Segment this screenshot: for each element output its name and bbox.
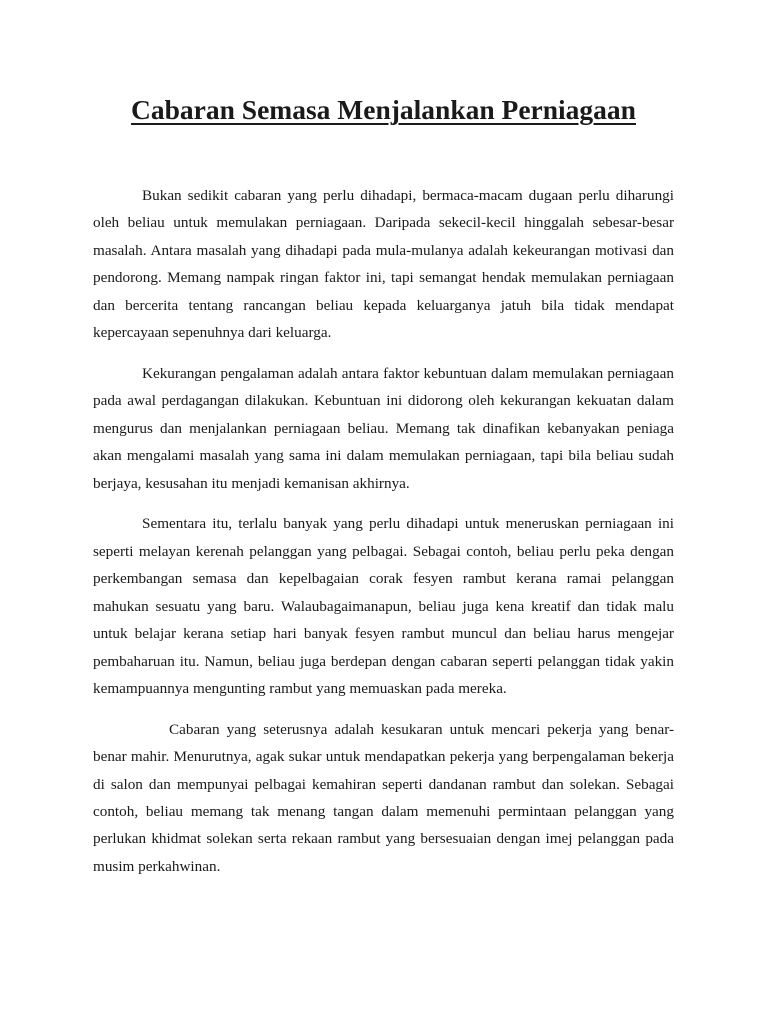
paragraph-1: Bukan sedikit cabaran yang perlu dihadapi, bermaca-macam dugaan perlu diharungi oleh beliau untuk memulakan perniagaan. Daripada sekecil-kecil hinggalah sebesar-besar masalah. Antara masalah yang dihadapi pada mula-mulanya adalah kekeurangan motivasi dan pendorong. Memang nampak ringan faktor ini, tapi semangat hendak memulakan perniagaan dan bercerita tentang rancangan beliau kepada keluarganya jatuh bila tidak mendapat kepercayaan sepenuhnya dari keluarga. <box>93 187 674 342</box>
paragraph-2: Kekurangan pengalaman adalah antara faktor kebuntuan dalam memulakan perniagaan pada awal perdagangan dilakukan. Kebuntuan ini didorong oleh kekurangan kekuatan dalam mengurus dan menjalankan perniagaan beliau. Memang tak dinafikan kebanyakan peniaga akan mengalami masalah yang sama ini dalam memulakan perniagaan, tapi bila beliau sudah berjaya, kesusahan itu menjadi kemanisan akhirnya. <box>93 364 674 492</box>
document-body <box>93 182 674 880</box>
paragraph-4: Cabaran yang seterusnya adalah kesukaran untuk mencari pekerja yang benar-benar mahir. Menurutnya, agak sukar untuk mendapatkan pekerja yang berpengalaman bekerja di salon dan mempunyai pelbagai kemahiran seperti dandanan rambut dan solekan. Sebagai contoh, beliau memang tak menang tangan dalam memenuhi permintaan pelanggan yang perlukan khidmat solekan serta rekaan rambut yang bersesuaian dengan imej pelanggan pada musim perkahwinan. <box>93 720 674 875</box>
document-title: Cabaran Semasa Menjalankan Perniagaan <box>131 94 636 125</box>
paragraph-3: Sementara itu, terlalu banyak yang perlu dihadapi untuk meneruskan perniagaan ini seperti melayan kerenah pelanggan yang pelbagai. Sebagai contoh, beliau perlu peka dengan perkembangan semasa dan kepelbagaian corak fesyen rambut kerana ramai pelanggan mahukan sesuatu yang baru. Walaubagaimanapun, beliau juga kena kreatif dan tidak malu untuk belajar kerana setiap hari banyak fesyen rambut muncul dan beliau harus mengejar pembaharuan itu. Namun, beliau juga berdepan dengan cabaran seperti pelanggan tidak yakin kemampuannya mengunting rambut yang memuaskan pada mereka. <box>93 515 674 697</box>
